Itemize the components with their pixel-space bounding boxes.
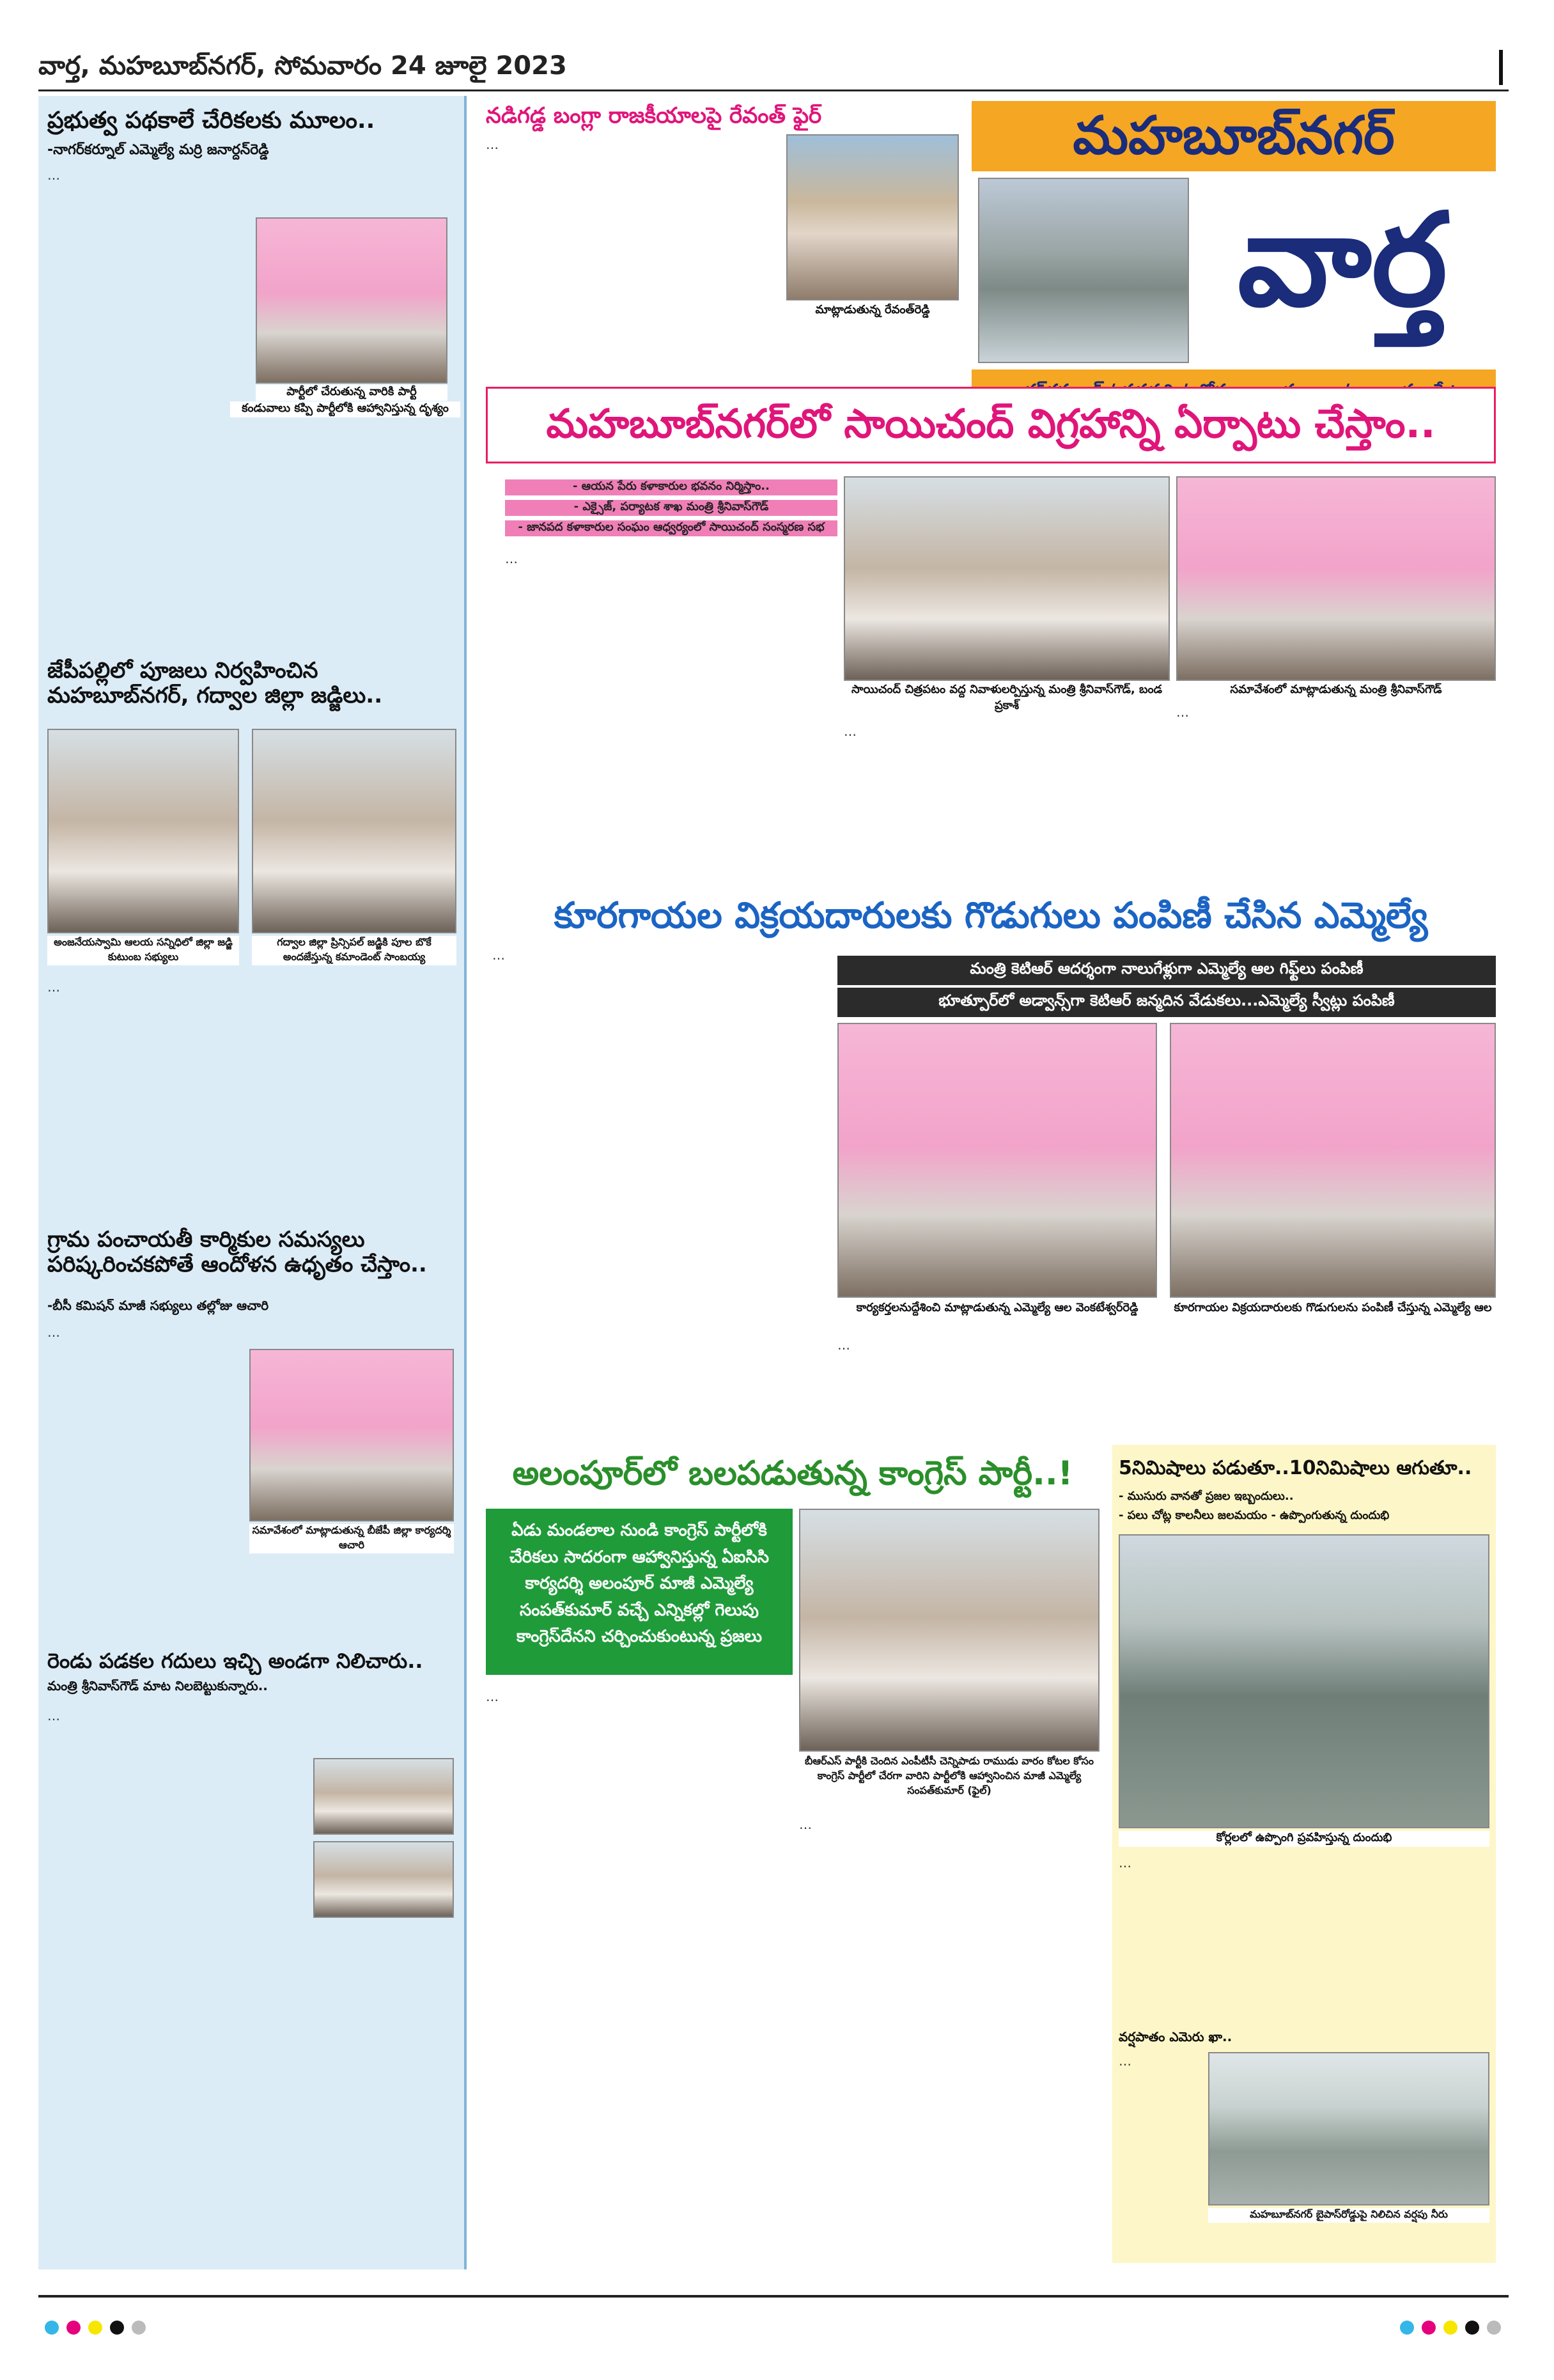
rain-photo-1 <box>1119 1534 1489 1828</box>
footer-rule <box>38 2295 1509 2298</box>
umbrella-bar-1: మంత్రి కెటిఆర్ ఆదర్శంగా నాలుగేళ్లుగా ఎమ్మెల్యే ఆల గిఫ్ట్‌లు పంపిణీ <box>837 956 1496 985</box>
umbrella-photo-1 <box>837 1023 1157 1298</box>
black-dot <box>110 2321 124 2335</box>
masthead-dam-photo <box>978 178 1189 363</box>
s4-photo-1 <box>313 1758 454 1835</box>
alampur-body-2-text: … <box>799 1817 812 1832</box>
saichand-body-2 <box>844 722 1170 895</box>
s2-photo-1 <box>47 729 239 933</box>
revanth-title: నడిగడ్డ బంగ్లా రాజకీయాలపై రేవంత్ ఫైర్ <box>486 103 822 128</box>
saichand-photo-1 <box>844 476 1170 681</box>
saichand-caption-1: సాయిచంద్ చిత్రపటం వద్ద నివాళులర్పిస్తున్న మంత్రి శ్రీనివాస్‌గౌడ్, బండ ప్రకాశ్ <box>844 683 1170 715</box>
s1-caption-2: కండువాలు కప్పి పార్టీలోకి ఆహ్వానిస్తున్న దృశ్యం <box>230 401 460 417</box>
rain-body-2 <box>1119 2052 1202 2257</box>
revanth-caption: మాట్లాడుతున్న రేవంత్‌రెడ్డి <box>786 303 959 319</box>
saichand-bullet-1: - ఆయన పేరు కళాకారుల భవనం నిర్మిస్తాం.. <box>505 479 837 495</box>
page-edge-mark <box>1499 50 1503 85</box>
rain-bullet-1: - ముసురు వానతో ప్రజల ఇబ్బందులు.. <box>1119 1489 1294 1503</box>
saichand-bullet-3: - జానపద కళాకారుల సంఘం ఆధ్వర్యంలో సాయిచంద్ సంస్మరణ సభ <box>505 520 837 536</box>
grey-dot <box>132 2321 146 2335</box>
rain-caption-2: మహబూబ్‌నగర్ బైపాస్‌రోడ్డుపై నిలిచిన వర్షపు నీరు <box>1208 2208 1489 2223</box>
black-dot <box>1465 2321 1479 2335</box>
umbrella-bar-2: భూత్పూర్‌లో అడ్వాన్స్‌గా కెటిఆర్ జన్మదిన వేడుకలు...ఎమ్మెల్యే స్వీట్లు పంపిణీ <box>837 988 1496 1017</box>
s3-caption: సమావేశంలో మాట్లాడుతున్న బీజేపీ జిల్లా కార్యదర్శి ఆచారి <box>249 1524 454 1553</box>
masthead-paper-name: వార్త <box>1237 186 1448 335</box>
alampur-box: ఏడు మండలాల నుండి కాంగ్రెస్ పార్టీలోకి చేరికలు సాదరంగా ఆహ్వానిస్తున్న ఏఐసిసి కార్యదర్శి అలంపూర్ మాజీ ఎమ్మెల్యే సంపత్‌కుమార్ వచ్చే ఎన్నికల్లో గెలుపు కాంగ్రెస్‌దేనని చర్చించుకుంటున్న ప్రజలు <box>486 1509 793 1675</box>
s4-sub: మంత్రి శ్రీనివాస్‌గౌడ్ మాట నిలబెట్టుకున్నారు.. <box>47 1678 268 1693</box>
rain-title: 5నిమిషాలు పడుతూ..10నిమిషాలు ఆగుతూ.. <box>1119 1457 1472 1479</box>
header-rule <box>38 89 1509 91</box>
saichand-bullet-2: - ఎక్సైజ్, పర్యాటక శాఖ మంత్రి శ్రీనివాస్‌గౌడ్ <box>505 500 837 516</box>
saichand-title-box <box>486 387 1496 463</box>
saichand-body-3-text: … <box>1176 704 1189 720</box>
s1-photo <box>256 217 447 384</box>
umbrella-body-2 <box>837 1336 1496 1438</box>
s1-caption-1: పార్టీలో చేరుతున్న వారికి పార్టీ <box>256 385 447 401</box>
yellow-dot <box>1443 2321 1457 2335</box>
alampur-photo <box>799 1509 1099 1752</box>
s3-body <box>47 1323 239 1630</box>
rain-bullet-2: - పలు చోట్ల కాలనీలు జలమయం - ఉప్పొంగుతున్న దుందుభి <box>1119 1509 1390 1522</box>
umbrella-caption-2: కూరగాయల విక్రయదారులకు గొడుగులను పంపిణీ చేస్తున్న ఎమ్మెల్యే ఆల <box>1170 1301 1496 1317</box>
s4-photo-2 <box>313 1841 454 1918</box>
rain-box <box>1112 1445 1496 2263</box>
alampur-caption: బీఆర్‌ఎస్ పార్టీకి చెందిన ఎంపీటీసీ చెన్నిపాడు రాముడు వారం కోటల కోసం కాంగ్రెస్ పార్టీలో చేరగా వారిని పార్టీలోకి ఆహ్వానించిన మాజీ ఎమ్మెల్యే సంపత్‌కుమార్ (ఫైల్) <box>799 1755 1099 1799</box>
s2-caption-2: గద్వాల జిల్లా ప్రిన్సిపల్ జడ్జికి పూల బొకే అందజేస్తున్న కమాండెంట్ సాంబయ్య <box>252 936 456 965</box>
s3-photo <box>249 1349 454 1521</box>
alampur-body-2 <box>799 1816 1099 2250</box>
yellow-dot <box>88 2321 102 2335</box>
masthead-district: మహబూబ్‌నగర్ <box>1073 105 1395 166</box>
cyan-dot <box>1400 2321 1414 2335</box>
cyan-dot <box>45 2321 59 2335</box>
s4-title: రెండు పడకల గదులు ఇచ్చి అండగా నిలిచారు.. <box>47 1649 423 1673</box>
magenta-dot <box>1422 2321 1436 2335</box>
s2-photo-2 <box>252 729 456 933</box>
s2-caption-1: అంజనేయస్వామి ఆలయ సన్నిధిలో జిల్లా జడ్జి కుటుంబ సభ్యులు <box>47 936 239 965</box>
umbrella-caption-1: కార్యకర్తలనుద్దేశించి మాట్లాడుతున్న ఎమ్మెల్యే ఆల వెంకటేశ్వర్‌రెడ్డి <box>837 1301 1157 1317</box>
s3-sub: -బీసీ కమిషన్ మాజీ సభ్యులు తల్లోజు ఆచారి <box>47 1298 269 1313</box>
alampur-body-1 <box>486 1688 793 2250</box>
saichand-body-1-text: … <box>505 551 518 566</box>
s1-title: ప్రభుత్వ పథకాలే చేరికలకు మూలం.. <box>47 107 375 134</box>
rain-body-2-text: … <box>1119 2053 1131 2069</box>
rain-photo-2 <box>1208 2052 1489 2205</box>
alampur-body-1-text: … <box>486 1689 499 1704</box>
saichand-caption-2: సమావేశంలో మాట్లాడుతున్న మంత్రి శ్రీనివాస్‌గౌడ్ <box>1176 683 1496 699</box>
page-header: వార్త, మహబూబ్‌నగర్, సోమవారం 24 జూలై 2023 <box>38 51 567 81</box>
saichand-body-1 <box>505 550 837 895</box>
umbrella-body-1-text: … <box>492 947 505 963</box>
left-column <box>38 96 467 2269</box>
masthead-district-band <box>972 101 1496 171</box>
saichand-photo-2 <box>1176 476 1496 681</box>
s2-title: జేపీపల్లిలో పూజలు నిర్వహించిన మహబూబ్‌నగర్, గద్వాల జిల్లా జడ్జిలు.. <box>47 658 383 709</box>
umbrella-body-1 <box>492 946 825 1394</box>
rain-sub-2: వర్షపాతం ఎమెరు ఖా.. <box>1119 2029 1232 2044</box>
umbrella-photo-2 <box>1170 1023 1496 1298</box>
s1-sub: -నాగర్‌కర్నూల్ ఎమ్మెల్యే మర్రి జనార్దన్‌రెడ్డి <box>47 142 269 158</box>
revanth-photo <box>786 134 959 300</box>
alampur-title: అలంపూర్‌లో బలపడుతున్న కాంగ్రెస్ పార్టీ..! <box>512 1454 1073 1493</box>
rain-body-1-text: … <box>1119 1855 1131 1871</box>
s3-title: గ్రామ పంచాయతీ కార్మికుల సమస్యలు పరిష్కరించకపోతే ఆందోళన ఉధృతం చేస్తాం.. <box>47 1227 427 1278</box>
s4-body-text: … <box>47 1708 60 1723</box>
saichand-body-3 <box>1176 703 1496 895</box>
registration-marks-left <box>45 2321 146 2335</box>
rain-body-1 <box>1119 1854 1489 2020</box>
s2-body <box>47 978 456 1215</box>
revanth-body <box>486 136 799 378</box>
saichand-title: మహబూబ్‌నగర్‌లో సాయిచంద్ విగ్రహాన్ని ఏర్పాటు చేస్తాం.. <box>546 400 1436 447</box>
registration-marks-right <box>1400 2321 1501 2335</box>
masthead <box>972 101 1496 414</box>
revanth-body-text: … <box>486 137 499 152</box>
umbrella-title: కూరగాయల విక్రయదారులకు గొడుగులు పంపిణీ చేసిన ఎమ్మెల్యే <box>554 895 1428 937</box>
grey-dot <box>1487 2321 1501 2335</box>
umbrella-body-2-text: … <box>837 1337 850 1353</box>
s4-body <box>47 1707 303 2257</box>
s1-body-text: … <box>47 167 60 183</box>
s3-body-text: … <box>47 1325 60 1340</box>
magenta-dot <box>66 2321 81 2335</box>
s2-body-text: … <box>47 979 60 995</box>
saichand-body-2-text: … <box>844 724 857 739</box>
rain-caption-1: కోర్లలలో ఉప్పొంగి ప్రవహిస్తున్న దుందుభి <box>1119 1831 1489 1847</box>
